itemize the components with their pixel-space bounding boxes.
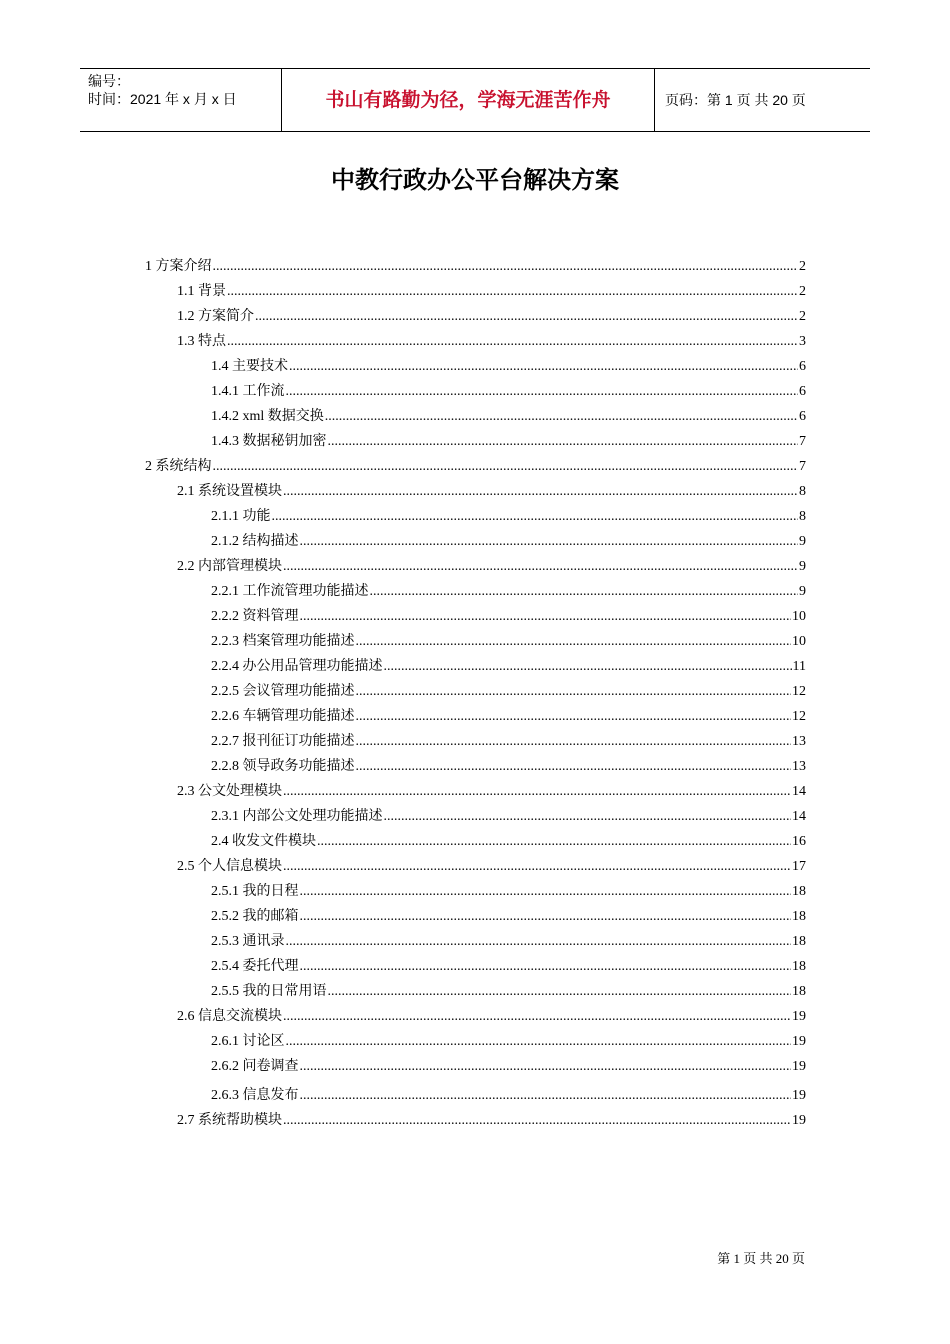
toc-entry[interactable] — [211, 979, 806, 1004]
toc-entry-title: 2.2.6 车辆管理功能描述 — [211, 709, 355, 724]
toc-entry-page-number: 14 — [792, 784, 806, 799]
toc-entry[interactable] — [211, 879, 806, 904]
toc-dot-leader — [286, 379, 799, 404]
toc-entry-page-number: 13 — [792, 734, 806, 749]
header-page-info: 页码：第 1 页 共 20 页 — [665, 92, 806, 108]
toc-entry-title: 2.2.5 会议管理功能描述 — [211, 684, 355, 699]
toc-dot-leader — [283, 854, 791, 879]
toc-entry-page-number: 18 — [792, 909, 806, 924]
toc-entry-title: 2.3 公文处理模块 — [177, 784, 282, 799]
toc-entry[interactable] — [177, 554, 806, 579]
toc-dot-leader — [356, 704, 792, 729]
toc-entry-title: 2.1.1 功能 — [211, 509, 271, 524]
toc-entry[interactable] — [145, 454, 806, 479]
toc-dot-leader — [213, 454, 799, 479]
toc-entry[interactable] — [211, 579, 806, 604]
toc-entry-title: 2.3.1 内部公文处理功能描述 — [211, 809, 383, 824]
toc-entry-page-number: 2 — [799, 284, 806, 299]
toc-dot-leader — [356, 729, 792, 754]
toc-entry-title: 2.2.8 领导政务功能描述 — [211, 759, 355, 774]
toc-dot-leader — [286, 1029, 792, 1054]
toc-dot-leader — [300, 954, 792, 979]
toc-entry[interactable] — [211, 529, 806, 554]
toc-dot-leader — [384, 804, 792, 829]
toc-entry-page-number: 2 — [799, 259, 806, 274]
toc-entry-title: 2.5.5 我的日常用语 — [211, 984, 327, 999]
toc-dot-leader — [325, 404, 798, 429]
toc-entry-title: 2.5 个人信息模块 — [177, 859, 282, 874]
toc-entry[interactable] — [211, 1054, 806, 1079]
toc-entry-title: 1.2 方案简介 — [177, 309, 254, 324]
toc-entry-page-number: 12 — [792, 684, 806, 699]
toc-entry-title: 2.7 系统帮助模块 — [177, 1113, 282, 1128]
toc-entry[interactable] — [211, 604, 806, 629]
toc-entry[interactable] — [211, 354, 806, 379]
toc-entry[interactable] — [211, 429, 806, 454]
toc-entry[interactable] — [211, 1029, 806, 1054]
toc-dot-leader — [300, 1054, 792, 1079]
toc-entry[interactable] — [177, 1004, 806, 1029]
toc-entry-page-number: 8 — [799, 484, 806, 499]
toc-entry-page-number: 6 — [799, 409, 806, 424]
toc-entry-page-number: 3 — [799, 334, 806, 349]
toc-entry-title: 1.1 背景 — [177, 284, 226, 299]
toc-entry-title: 2.5.1 我的日程 — [211, 884, 299, 899]
toc-dot-leader — [283, 1108, 791, 1133]
toc-entry-page-number: 9 — [799, 559, 806, 574]
toc-entry-page-number: 9 — [799, 584, 806, 599]
toc-dot-leader — [300, 879, 792, 904]
toc-entry[interactable] — [211, 704, 806, 729]
toc-dot-leader — [227, 279, 798, 304]
toc-entry[interactable] — [211, 379, 806, 404]
toc-entry[interactable] — [211, 804, 806, 829]
toc-entry-page-number: 8 — [799, 509, 806, 524]
document-number-label: 编号： — [88, 73, 130, 89]
toc-entry-page-number: 7 — [799, 434, 806, 449]
toc-dot-leader — [356, 629, 792, 654]
toc-entry[interactable] — [211, 904, 806, 929]
toc-entry[interactable] — [177, 479, 806, 504]
toc-entry[interactable] — [211, 929, 806, 954]
toc-entry-title: 1.4 主要技术 — [211, 359, 288, 374]
toc-entry-page-number: 19 — [792, 1034, 806, 1049]
toc-entry-page-number: 18 — [792, 934, 806, 949]
toc-entry-page-number: 18 — [792, 959, 806, 974]
toc-entry-page-number: 6 — [799, 384, 806, 399]
toc-entry-page-number: 2 — [799, 309, 806, 324]
toc-dot-leader — [283, 779, 791, 804]
document-title: 中教行政办公平台解决方案 — [331, 166, 619, 194]
toc-dot-leader — [213, 254, 799, 279]
toc-entry[interactable] — [177, 854, 806, 879]
toc-entry[interactable] — [211, 829, 806, 854]
toc-dot-leader — [289, 354, 798, 379]
toc-dot-leader — [317, 829, 791, 854]
toc-entry-title: 1 方案介绍 — [145, 259, 212, 274]
toc-dot-leader — [283, 554, 798, 579]
toc-entry-title: 2 系统结构 — [145, 459, 212, 474]
toc-entry[interactable] — [177, 1108, 806, 1133]
toc-entry-title: 2.2.1 工作流管理功能描述 — [211, 584, 369, 599]
toc-entry[interactable] — [145, 254, 806, 279]
toc-dot-leader — [384, 654, 792, 679]
toc-dot-leader — [300, 1083, 792, 1108]
toc-entry-page-number: 13 — [792, 759, 806, 774]
toc-dot-leader — [328, 979, 792, 1004]
toc-dot-leader — [283, 1004, 791, 1029]
toc-dot-leader — [286, 929, 792, 954]
toc-dot-leader — [300, 604, 792, 629]
toc-entry-title: 2.2.7 报刊征订功能描述 — [211, 734, 355, 749]
toc-entry-title: 2.1.2 结构描述 — [211, 534, 299, 549]
toc-entry-title: 1.4.3 数据秘钥加密 — [211, 434, 327, 449]
toc-entry[interactable] — [211, 654, 806, 679]
page-footer: 第 1 页 共 20 页 — [717, 1251, 805, 1266]
header-meta-cell — [80, 69, 282, 131]
toc-dot-leader — [255, 304, 798, 329]
toc-entry-title: 2.5.3 通讯录 — [211, 934, 285, 949]
toc-entry-title: 2.2.4 办公用品管理功能描述 — [211, 659, 383, 674]
toc-entry-page-number: 10 — [792, 609, 806, 624]
toc-entry[interactable] — [211, 679, 806, 704]
toc-entry-title: 2.2 内部管理模块 — [177, 559, 282, 574]
toc-dot-leader — [227, 329, 798, 354]
toc-entry-title: 1.3 特点 — [177, 334, 226, 349]
document-time-label: 时间：2021 年 x 月 x 日 — [88, 91, 237, 107]
toc-entry-title: 2.5.4 委托代理 — [211, 959, 299, 974]
page-header — [80, 68, 870, 132]
toc-entry[interactable] — [177, 329, 806, 354]
toc-entry-title: 1.4.1 工作流 — [211, 384, 285, 399]
toc-entry[interactable] — [211, 1083, 806, 1108]
toc-entry-title: 2.1 系统设置模块 — [177, 484, 282, 499]
toc-entry-page-number: 6 — [799, 359, 806, 374]
toc-entry-page-number: 10 — [792, 634, 806, 649]
toc-entry-page-number: 12 — [792, 709, 806, 724]
toc-entry-page-number: 7 — [799, 459, 806, 474]
toc-entry-title: 2.6.3 信息发布 — [211, 1088, 299, 1103]
toc-dot-leader — [328, 429, 799, 454]
toc-dot-leader — [283, 479, 798, 504]
toc-entry-page-number: 19 — [792, 1113, 806, 1128]
toc-entry-title: 2.5.2 我的邮箱 — [211, 909, 299, 924]
toc-entry[interactable] — [177, 779, 806, 804]
toc-dot-leader — [370, 579, 799, 604]
toc-entry-title: 1.4.2 xml 数据交换 — [211, 409, 324, 424]
toc-entry-page-number: 16 — [792, 834, 806, 849]
toc-entry-page-number: 19 — [792, 1009, 806, 1024]
toc-dot-leader — [300, 529, 799, 554]
toc-dot-leader — [356, 754, 792, 779]
toc-entry-page-number: 19 — [792, 1088, 806, 1103]
toc-entry-title: 2.6.2 问卷调查 — [211, 1059, 299, 1074]
toc-entry-page-number: 19 — [792, 1059, 806, 1074]
toc-entry[interactable] — [211, 629, 806, 654]
toc-entry[interactable] — [177, 304, 806, 329]
toc-entry-page-number: 17 — [792, 859, 806, 874]
toc-dot-leader — [272, 504, 799, 529]
toc-entry[interactable] — [177, 279, 806, 304]
toc-entry-page-number: 9 — [799, 534, 806, 549]
toc-entry[interactable] — [211, 504, 806, 529]
toc-entry-title: 2.2.3 档案管理功能描述 — [211, 634, 355, 649]
toc-entry-page-number: 18 — [792, 884, 806, 899]
toc-dot-leader — [300, 904, 792, 929]
toc-entry-page-number: 14 — [792, 809, 806, 824]
header-motto: 书山有路勤为径，学海无涯苦作舟 — [282, 69, 655, 131]
toc-entry-page-number: 18 — [792, 984, 806, 999]
toc-entry-title: 2.6 信息交流模块 — [177, 1009, 282, 1024]
toc-entry-title: 2.2.2 资料管理 — [211, 609, 299, 624]
toc-entry-title: 2.6.1 讨论区 — [211, 1034, 285, 1049]
toc-entry-title: 2.4 收发文件模块 — [211, 834, 316, 849]
toc-entry-page-number: 11 — [792, 659, 806, 674]
toc-entry[interactable] — [211, 954, 806, 979]
toc-entry[interactable] — [211, 729, 806, 754]
toc-entry[interactable] — [211, 404, 806, 429]
toc-entry[interactable] — [211, 754, 806, 779]
toc-dot-leader — [356, 679, 792, 704]
